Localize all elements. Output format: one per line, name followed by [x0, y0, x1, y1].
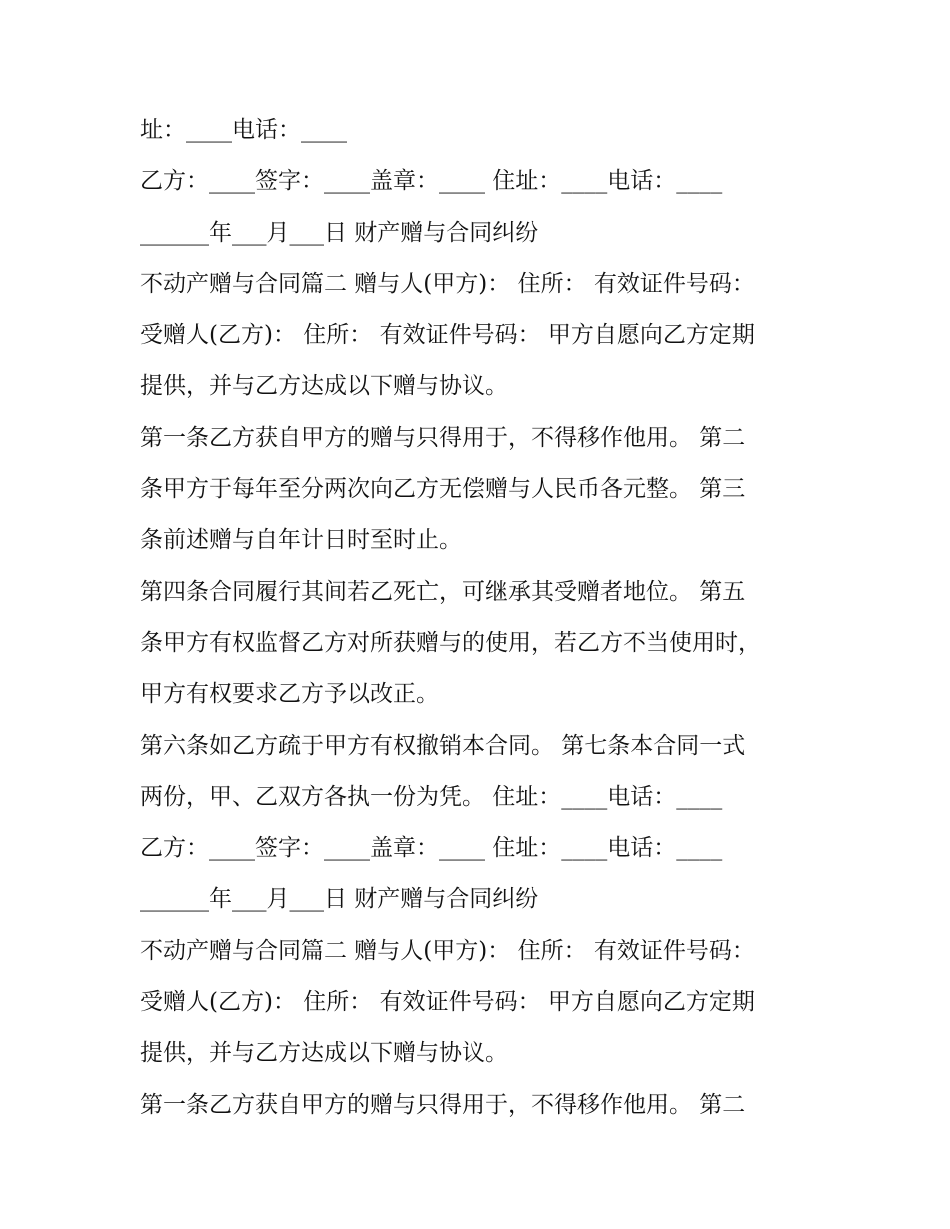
text-line-13: 第六条如乙方疏于甲方有权撤销本合同。 第七条本合同一式 — [140, 732, 746, 759]
text-line-18: 受赠人(乙方)： 住所： 有效证件号码： 甲方自愿向乙方定期 — [140, 989, 755, 1016]
text-line-5: 受赠人(乙方)： 住所： 有效证件号码： 甲方自愿向乙方定期 — [140, 322, 755, 349]
text-line-3: ______年___月___日 财产赠与合同纠纷 — [140, 219, 539, 246]
text-line-9: 条前述赠与自年计日时至时止。 — [140, 527, 462, 554]
document-body — [140, 105, 810, 1131]
text-line-8: 条甲方于每年至分两次向乙方无偿赠与人民币各元整。 第三 — [140, 476, 746, 503]
text-line-11: 条甲方有权监督乙方对所获赠与的使用，若乙方不当使用时， — [140, 629, 761, 656]
text-line-1: 址：____电话：____ — [140, 117, 347, 143]
text-line-20: 第一条乙方获自甲方的赠与只得用于，不得移作他用。 第二 — [140, 1091, 746, 1118]
text-line-4: 不动产赠与合同篇二 赠与人(甲方)： 住所： 有效证件号码： — [140, 270, 755, 297]
text-line-17: 不动产赠与合同篇二 赠与人(甲方)： 住所： 有效证件号码： — [140, 937, 755, 964]
text-line-15: 乙方：____签字：____盖章：____ 住址：____电话：____ — [140, 835, 723, 862]
text-line-10: 第四条合同履行其间若乙死亡，可继承其受赠者地位。 第五 — [140, 578, 746, 605]
text-line-19: 提供，并与乙方达成以下赠与协议。 — [140, 1040, 508, 1067]
text-line-2: 乙方：____签字：____盖章：____ 住址：____电话：____ — [140, 168, 723, 195]
text-line-7: 第一条乙方获自甲方的赠与只得用于，不得移作他用。 第二 — [140, 424, 746, 451]
text-line-12: 甲方有权要求乙方予以改正。 — [140, 681, 439, 708]
text-line-16: ______年___月___日 财产赠与合同纠纷 — [140, 886, 539, 913]
text-line-14: 两份，甲、乙双方各执一份为凭。 住址：____电话：____ — [140, 783, 723, 810]
text-line-6: 提供，并与乙方达成以下赠与协议。 — [140, 373, 508, 400]
